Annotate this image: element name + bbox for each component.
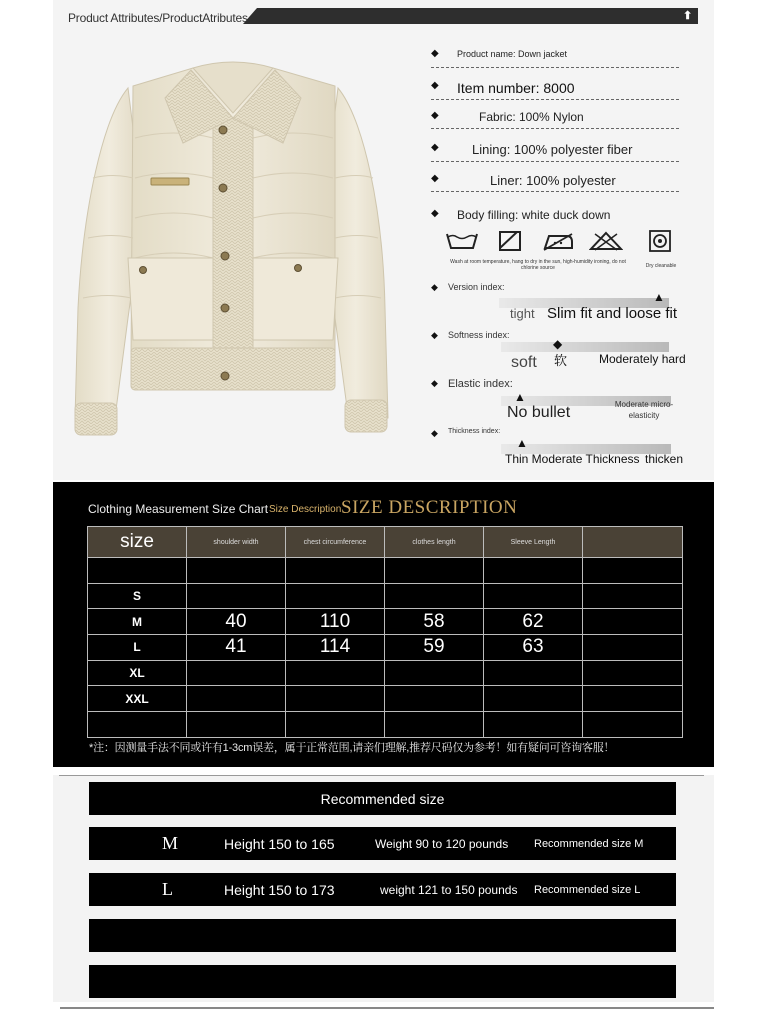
measurement-cell — [187, 583, 286, 609]
elastic-left: No bullet — [507, 404, 571, 421]
measurement-cell — [484, 712, 583, 738]
version-index-marker: ▲ — [653, 290, 665, 304]
body-filling-text: Body filling: white duck down — [457, 208, 611, 222]
measurement-cell — [187, 686, 286, 712]
measurement-cell — [286, 660, 385, 686]
size-label-cell: M — [88, 609, 187, 635]
divider — [431, 128, 679, 129]
softness-index-bar — [501, 342, 669, 352]
measurement-cell: 41 — [187, 635, 286, 661]
recommended-empty-bar — [89, 965, 676, 998]
jacket-image — [73, 58, 393, 448]
measurement-cell — [385, 686, 484, 712]
size-label-cell: XL — [88, 660, 187, 686]
size-table-header — [88, 527, 683, 558]
measurement-cell — [484, 583, 583, 609]
liner-text: Liner: 100% polyester — [490, 173, 616, 188]
measurement-cell — [583, 660, 683, 686]
no-bleach-icon — [589, 230, 623, 252]
measurement-cell — [286, 712, 385, 738]
size-chart-title: Clothing Measurement Size Chart — [88, 502, 269, 516]
measurement-cell — [286, 686, 385, 712]
size-label-cell: S — [88, 583, 187, 609]
size-table-row — [88, 712, 683, 738]
measurement-cell — [484, 660, 583, 686]
size-table-row — [88, 660, 683, 686]
recommended-row-m — [89, 827, 676, 860]
rec-recommend: Recommended size M — [534, 838, 644, 850]
measurement-cell — [583, 712, 683, 738]
measurement-cell: 110 — [286, 609, 385, 635]
wash-tub-icon — [445, 230, 479, 252]
diamond-icon: ◆ — [431, 142, 439, 153]
version-index — [431, 282, 701, 328]
lining-text: Lining: 100% polyester fiber — [472, 142, 633, 157]
recommended-title: Recommended size — [320, 791, 445, 807]
attr-body-filling — [431, 208, 681, 230]
header-empty — [583, 527, 683, 558]
attributes-header — [53, 6, 714, 28]
attr-item-number — [431, 80, 681, 102]
measurement-cell — [187, 558, 286, 584]
size-table-row — [88, 609, 683, 635]
size-table-row — [88, 686, 683, 712]
rec-height: Height 150 to 173 — [224, 882, 335, 898]
care-icons — [443, 230, 683, 276]
measurement-cell — [187, 660, 286, 686]
diamond-icon: ◆ — [431, 48, 439, 59]
version-index-label: Version index: — [448, 282, 505, 292]
measurement-cell: 40 — [187, 609, 286, 635]
size-label-cell — [88, 558, 187, 584]
elastic-right: Moderate micro-elasticity — [614, 400, 674, 420]
measurement-cell — [385, 712, 484, 738]
softness-index-label: Softness index: — [448, 330, 510, 340]
diamond-icon: ◆ — [431, 378, 438, 388]
rec-weight: Weight 90 to 120 pounds — [375, 837, 509, 851]
item-number-text: Item number: 8000 — [457, 80, 575, 96]
header-size: size — [88, 527, 187, 558]
attributes-title: Product Attributes/ProductAtributes — [68, 11, 248, 25]
thickness-index — [431, 428, 701, 474]
measurement-cell: 58 — [385, 609, 484, 635]
softness-mid: 软 — [554, 353, 568, 368]
diamond-icon: ◆ — [431, 282, 438, 292]
up-arrow-icon: ⬆ — [683, 10, 693, 22]
measurement-cell: 114 — [286, 635, 385, 661]
rec-size-letter: L — [162, 879, 173, 899]
measurement-cell — [484, 686, 583, 712]
elastic-index-label: Elastic index: — [448, 378, 513, 390]
dry-caption: Dry cleanable — [645, 263, 677, 269]
recommended-empty-bar — [89, 919, 676, 952]
size-label-cell — [88, 712, 187, 738]
recommended-row-l — [89, 873, 676, 906]
measurement-cell: 63 — [484, 635, 583, 661]
version-left: tight — [510, 306, 535, 321]
diamond-icon: ◆ — [431, 80, 439, 91]
hang-dry-icon — [493, 230, 527, 252]
recommended-title-bar — [89, 782, 676, 815]
measurement-cell — [583, 635, 683, 661]
measurement-cell — [583, 609, 683, 635]
measurement-cell — [583, 558, 683, 584]
fabric-text: Fabric: 100% Nylon — [479, 110, 584, 124]
divider — [431, 99, 679, 100]
measurement-cell: 62 — [484, 609, 583, 635]
header-clothes-length: clothes length — [385, 527, 484, 558]
measurement-cell — [385, 558, 484, 584]
header-sleeve-length: Sleeve Length — [484, 527, 583, 558]
product-name-text: Product name: Down jacket — [457, 49, 568, 59]
attr-lining — [431, 142, 681, 164]
attr-fabric — [431, 110, 681, 132]
size-description-small: Size Description — [269, 504, 342, 515]
rec-height: Height 150 to 165 — [224, 836, 335, 852]
header-chest: chest circumference — [286, 527, 385, 558]
thickness-index-marker: ▲ — [516, 436, 528, 450]
recommended-size-section — [53, 775, 714, 1002]
size-note: *注：因测量手法不同或许有1-3cm误差，属于正常范围,请亲们理解,推荐尺码仅为参考！如有疑问可咨询客服！ — [89, 742, 615, 754]
diamond-icon: ◆ — [431, 110, 439, 121]
elastic-index-marker: ▲ — [514, 390, 526, 404]
attr-product-name — [431, 48, 681, 70]
size-table-row — [88, 583, 683, 609]
thickness-right: thicken — [645, 452, 684, 466]
measurement-cell — [583, 686, 683, 712]
softness-right: Moderately hard — [599, 352, 686, 366]
size-chart-section — [53, 482, 714, 767]
rec-size-letter: M — [162, 833, 179, 853]
iron-icon — [541, 230, 575, 252]
softness-left: soft — [511, 354, 537, 371]
divider — [60, 1007, 714, 1009]
product-attributes-section — [53, 0, 714, 480]
header-shoulder-width: shoulder width — [187, 527, 286, 558]
rec-recommend: Recommended size L — [534, 884, 641, 896]
dry-clean-icon — [643, 230, 677, 252]
measurement-cell — [484, 558, 583, 584]
attr-liner — [431, 173, 681, 195]
size-table — [87, 526, 683, 738]
divider — [431, 67, 679, 68]
measurement-cell — [385, 660, 484, 686]
softness-index-marker: ◆ — [553, 337, 563, 351]
divider — [59, 775, 704, 776]
thickness-left: Thin Moderate Thickness — [505, 452, 640, 466]
wash-caption: Wash at room temperature, hang to dry in the sun, high-humidity ironing, do not chlorine source — [450, 259, 626, 271]
measurement-cell — [286, 583, 385, 609]
diamond-icon: ◆ — [431, 173, 439, 184]
diamond-icon: ◆ — [431, 330, 438, 340]
divider — [431, 191, 679, 192]
size-label-cell: XXL — [88, 686, 187, 712]
size-table-row — [88, 558, 683, 584]
size-table-row — [88, 635, 683, 661]
measurement-cell: 59 — [385, 635, 484, 661]
divider — [431, 161, 679, 162]
diamond-icon: ◆ — [431, 428, 438, 438]
measurement-cell — [385, 583, 484, 609]
thickness-index-label: Thickness index: — [448, 428, 501, 435]
header-bar — [243, 8, 698, 24]
softness-index — [431, 330, 701, 376]
measurement-cell — [286, 558, 385, 584]
measurement-cell — [583, 583, 683, 609]
size-label-cell: L — [88, 635, 187, 661]
version-right: Slim fit and loose fit — [547, 305, 678, 322]
size-description-big: SIZE DESCRIPTION — [341, 497, 518, 518]
measurement-cell — [187, 712, 286, 738]
rec-weight: weight 121 to 150 pounds — [380, 883, 518, 897]
diamond-icon: ◆ — [431, 208, 439, 219]
elastic-index — [431, 378, 701, 424]
